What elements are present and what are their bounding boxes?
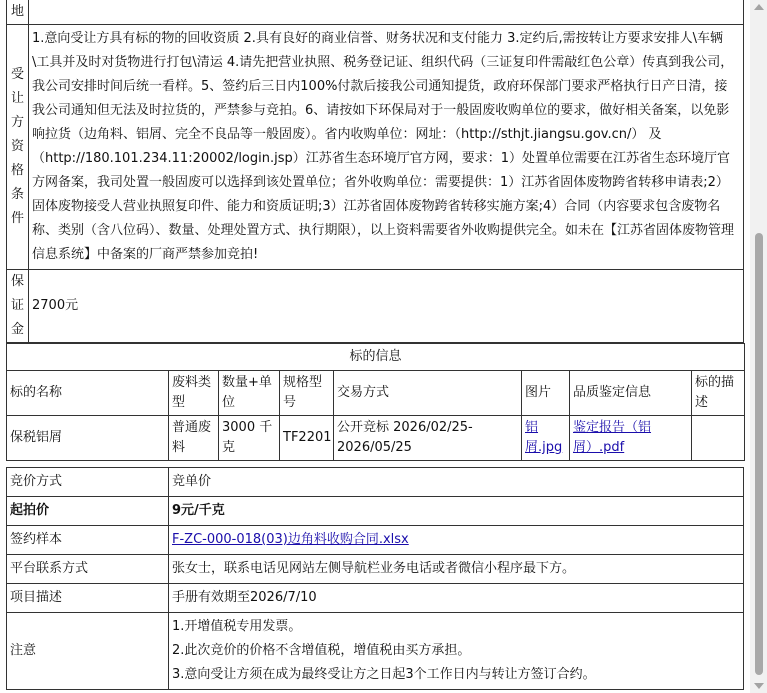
contract-label: 签约样本 xyxy=(7,526,169,555)
note-item: 3.意向受让方须在成为最终受让方之日起3个工作日内与转让方签订合约。 xyxy=(172,667,596,682)
item-qty: 3000 千克 xyxy=(219,416,280,461)
auction-detail-page xyxy=(6,0,744,690)
contract-row xyxy=(7,526,744,555)
requirements-text: 1.意向受让方具有标的物的回收资质 2.具有良好的商业信誉、财务状况和支付能力 3.定约后,需按转让方要求安排人\车辆\工具并及时对货物进行打包\清运 4.请先把营业执照、税务登记证、组织代码（三证复印件需敲红色公章）传真到我公司，我公司安排时间后统一看样。5、签约后三日内100%付款后接我公司通知提货，政府环保部门要求严格执行日产日清，接我公司通知但无法及时拉货的，严禁参与竞拍。6、请按如下环保局对于一般固废收购单位的要求，做好相关备案，以免影响拉货（边角料、铝屑、完全不良品等一般固废）。省内收购单位：网址：（http://sthjt.jiangsu.gov.cn/） 及（http://180.101.234.11:20002/login.jsp）江苏省生态环境厅官方网，要求：1）处置单位需要在江苏省生态环境厅官方网备案，我司处置一般固废可以选择到该处置单位；省外收购单位：需要提供：1）江苏省固体废物跨省转移申请表;2）固体废物接受人营业执照复印件、能力和资质证明;3）江苏省固体废物跨省转移实施方案;4）合同（内容要求包含废物名称、类别（含八位码）、数量、处理处置方式、执行期限），以上资料需要省外收购提供完全。如未在【江苏省固体废物管理信息系统】中备案的厂商严禁参加竞拍! xyxy=(29,25,744,270)
start-price-value: 9元/千克 xyxy=(169,497,744,526)
notes-label: 注意 xyxy=(7,613,169,690)
deposit-value: 2700元 xyxy=(29,270,744,343)
requirements-row xyxy=(7,25,744,270)
bid-method-value: 竞单价 xyxy=(169,468,744,497)
vertical-scrollbar[interactable] xyxy=(750,0,767,693)
top-row-label: 地 xyxy=(7,0,29,25)
item-row xyxy=(7,416,745,461)
item-info-banner: 标的信息 xyxy=(7,344,745,371)
item-desc xyxy=(692,416,745,461)
contact-label: 平台联系方式 xyxy=(7,555,169,584)
item-report-cell xyxy=(570,416,692,461)
item-trade: 公开竞标 2026/02/25-2026/05/25 xyxy=(334,416,522,461)
item-image-cell xyxy=(522,416,570,461)
deposit-row xyxy=(7,270,744,343)
top-row xyxy=(7,0,744,25)
header-spec: 规格型号 xyxy=(280,371,334,416)
header-name: 标的名称 xyxy=(7,371,169,416)
project-desc-label: 项目描述 xyxy=(7,584,169,613)
notes-cell xyxy=(169,613,744,690)
qualification-table xyxy=(6,0,744,343)
requirements-label: 受让方资格条件 xyxy=(7,25,29,270)
contract-link[interactable]: F-ZC-000-018(03)边角料收购合同.xlsx xyxy=(172,532,409,547)
start-price-label: 起拍价 xyxy=(7,497,169,526)
note-item: 1.开增值税专用发票。 xyxy=(172,619,302,634)
item-info-table xyxy=(6,343,745,461)
scroll-down-arrow-icon[interactable] xyxy=(754,683,764,689)
project-desc-row xyxy=(7,584,744,613)
header-qty: 数量+单位 xyxy=(219,371,280,416)
bid-method-label: 竞价方式 xyxy=(7,468,169,497)
top-row-content xyxy=(29,0,744,25)
notes-row xyxy=(7,613,744,690)
scroll-thumb[interactable] xyxy=(755,233,763,675)
quality-report-link[interactable]: 鉴定报告（铝屑）.pdf xyxy=(573,420,652,455)
header-type: 废料类型 xyxy=(169,371,219,416)
item-spec: TF2201 xyxy=(280,416,334,461)
header-desc: 标的描述 xyxy=(692,371,745,416)
scroll-up-arrow-icon[interactable] xyxy=(754,4,764,10)
header-quality: 品质鉴定信息 xyxy=(570,371,692,416)
project-desc-value: 手册有效期至2026/7/10 xyxy=(169,584,744,613)
image-link[interactable]: 铝屑.jpg xyxy=(525,420,563,455)
item-header-row xyxy=(7,371,745,416)
item-type: 普通废料 xyxy=(169,416,219,461)
start-price-row xyxy=(7,497,744,526)
item-name: 保税铝屑 xyxy=(7,416,169,461)
deposit-label: 保证金 xyxy=(7,270,29,343)
contact-row xyxy=(7,555,744,584)
bid-method-row xyxy=(7,468,744,497)
header-trade: 交易方式 xyxy=(334,371,522,416)
contact-value: 张女士，联系电话见网站左侧导航栏业务电话或者微信小程序最下方。 xyxy=(169,555,744,584)
bid-info-table xyxy=(6,467,744,690)
header-image: 图片 xyxy=(522,371,570,416)
note-item: 2.此次竞价的价格不含增值税，增值税由买方承担。 xyxy=(172,643,471,658)
contract-cell xyxy=(169,526,744,555)
